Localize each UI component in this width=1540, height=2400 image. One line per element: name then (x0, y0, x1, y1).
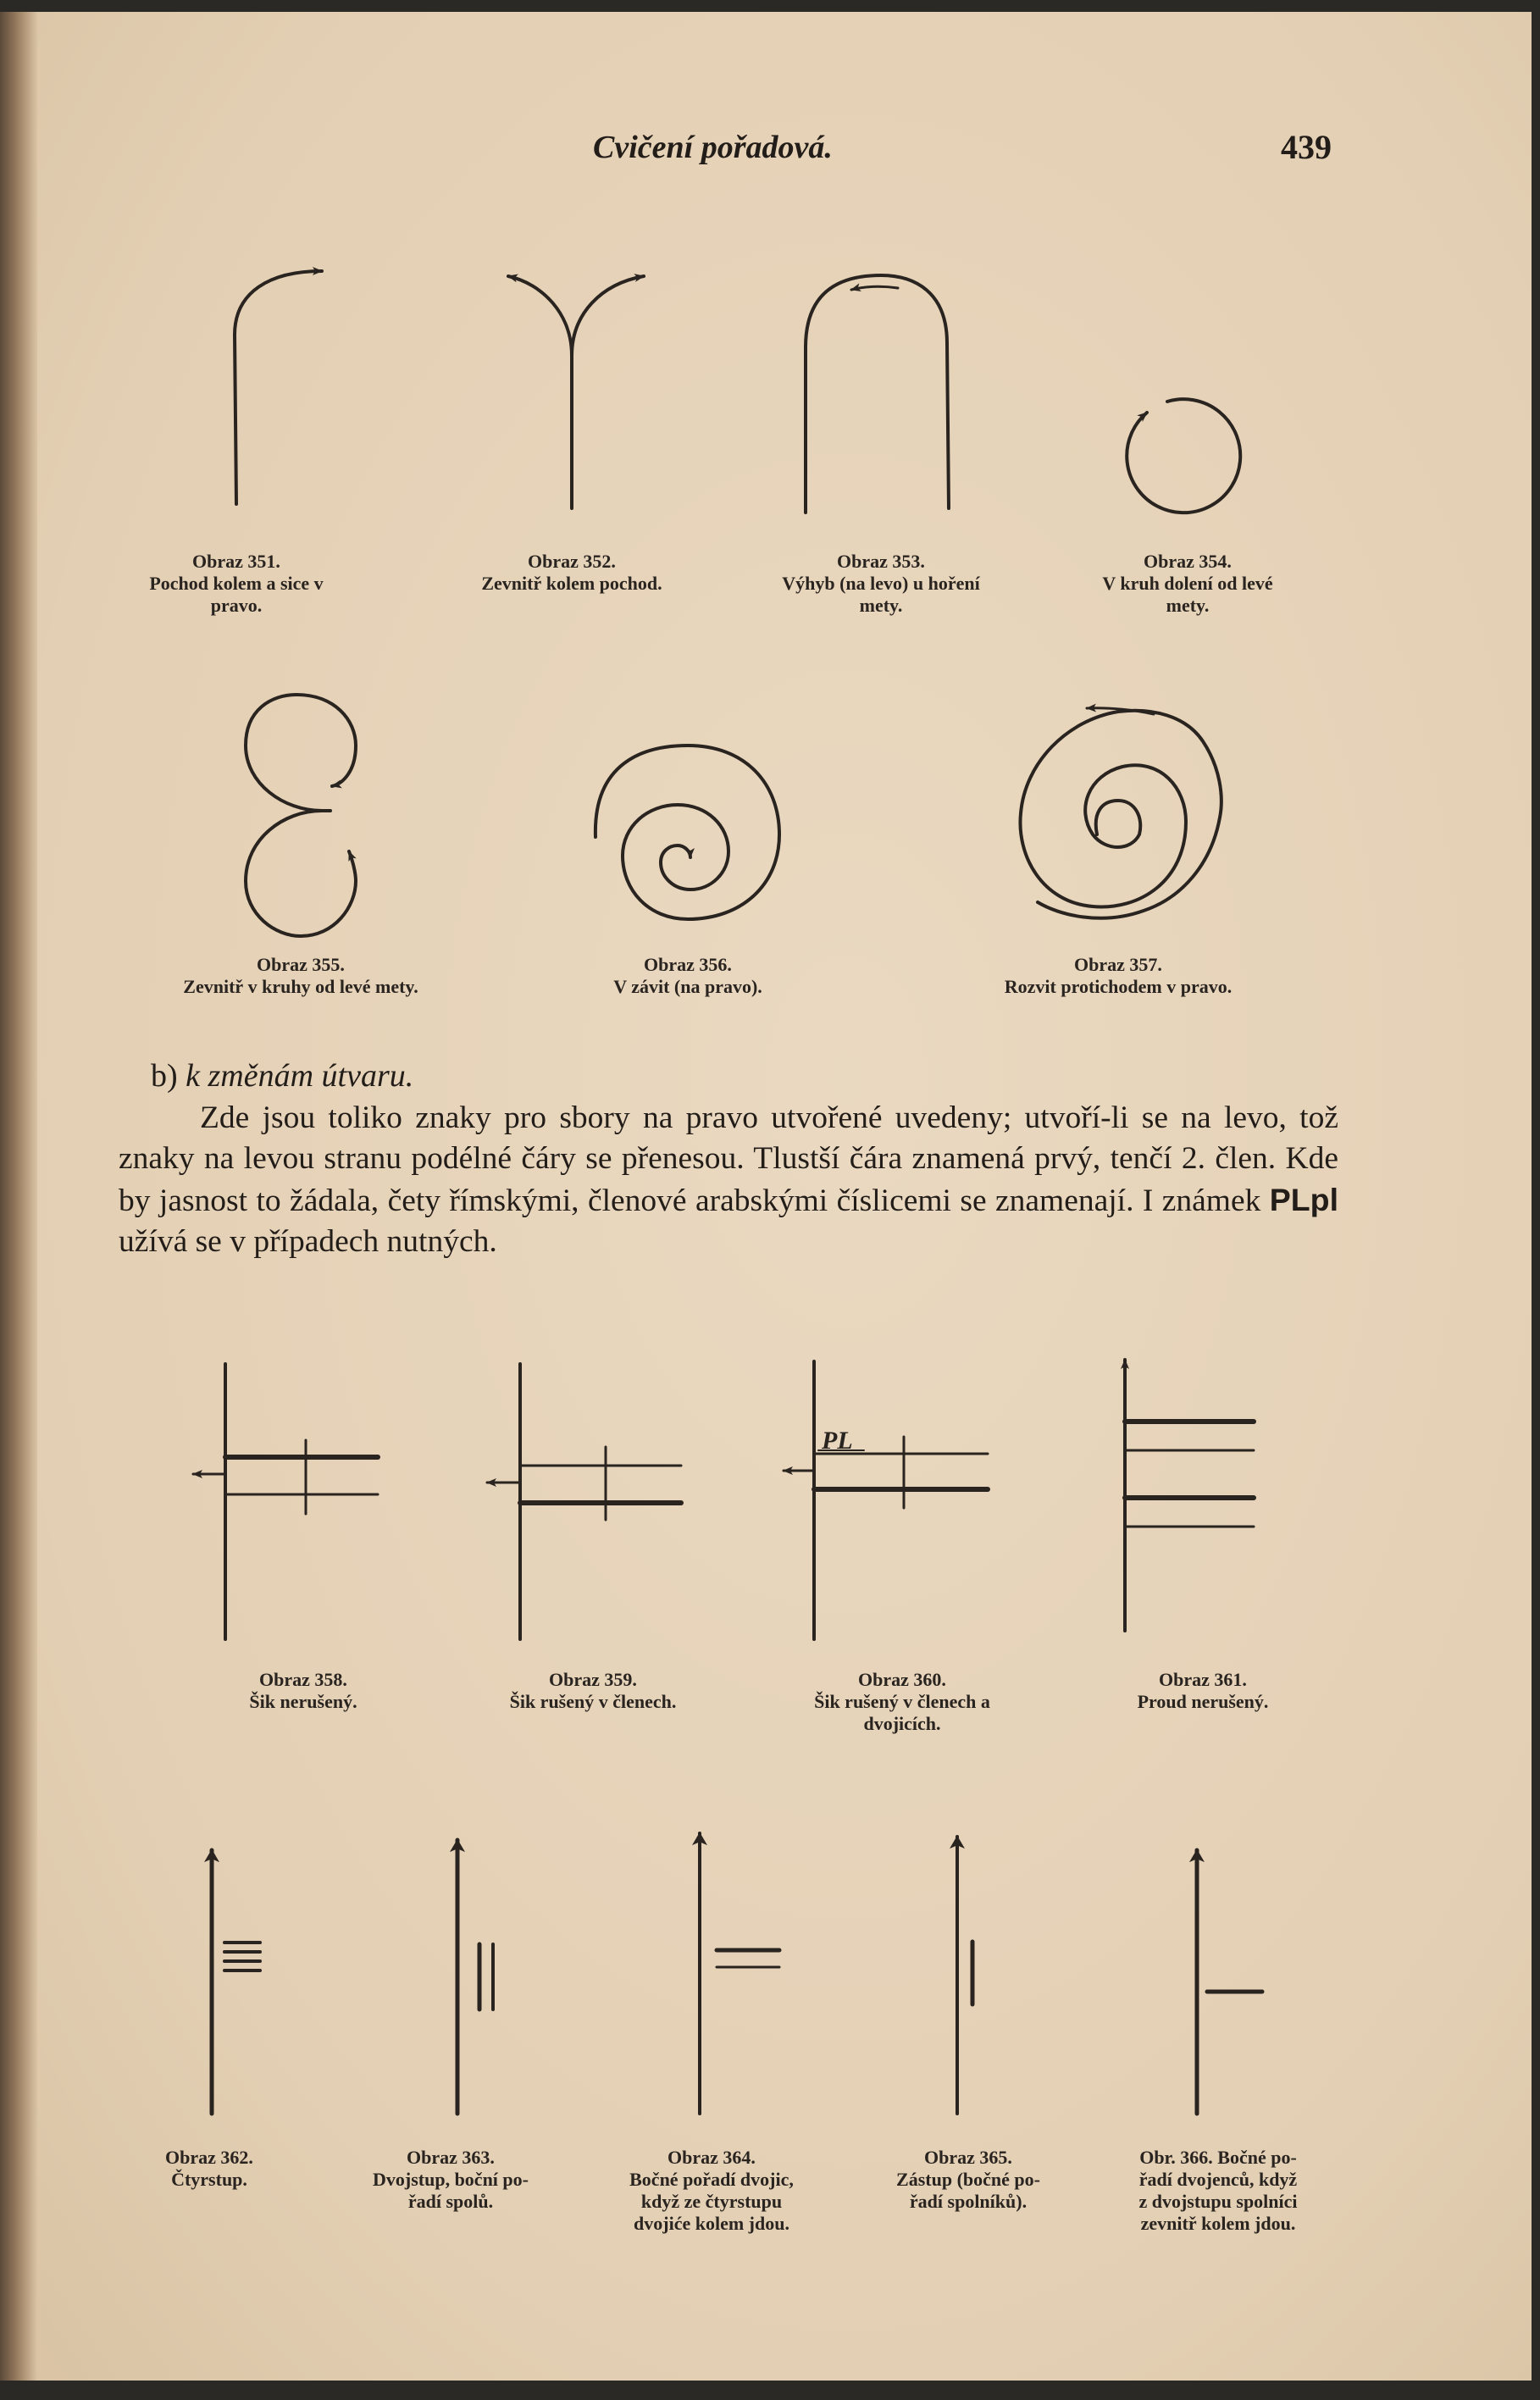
figure-364-label: Obraz 364. (668, 2147, 756, 2168)
page-number: 439 (1281, 128, 1332, 166)
figure-362-caption-line-1: Čtyrstup. (171, 2169, 247, 2190)
figure-351 (149, 271, 323, 616)
figure-353 (782, 275, 980, 616)
body-paragraph (119, 1098, 1338, 1262)
section-title: k změnám útvaru. (186, 1058, 414, 1094)
figure-358-label: Obraz 358. (259, 1669, 347, 1690)
figure-356 (596, 745, 779, 997)
figure-353-label: Obraz 353. (837, 551, 925, 572)
figure-352-caption-line-1: Zevnitř kolem pochod. (481, 573, 662, 594)
figure-364-caption-line-3: dvojiće kolem jdou. (634, 2213, 789, 2234)
figure-363-caption-line-2: řadí spolů. (407, 2191, 494, 2212)
figure-352 (481, 276, 662, 594)
figure-366-caption-line-2: řadí dvojenců, když (1138, 2169, 1298, 2190)
figure-360-pl-symbol: PL (822, 1427, 853, 1455)
figure-355 (183, 695, 418, 997)
figure-366-caption-line-1: Obr. 366. Bočné po- (1139, 2147, 1297, 2168)
figure-360-label: Obraz 360. (858, 1669, 946, 1690)
figure-360-caption-line-2: dvojicích. (863, 1713, 941, 1734)
figure-354 (1102, 399, 1273, 616)
section-letter: b) (151, 1058, 178, 1094)
figure-362-label: Obraz 362. (165, 2147, 253, 2168)
figure-351-caption-line-1: Pochod kolem a sice v (149, 573, 324, 594)
figure-358 (193, 1364, 378, 1712)
figure-363-caption-line-1: Dvojstup, boční po- (373, 2169, 529, 2190)
figure-351-label: Obraz 351. (192, 551, 280, 572)
figure-355-caption-line-1: Zevnitř v kruhy od levé mety. (183, 976, 418, 997)
figure-356-label: Obraz 356. (644, 954, 732, 975)
figure-354-label: Obraz 354. (1144, 551, 1232, 572)
running-header: Cvičení pořadová. (593, 130, 833, 165)
figure-363 (373, 1840, 529, 2212)
figure-353-caption-line-1: Výhyb (na levo) u hoření (782, 573, 980, 594)
figure-360-caption-line-1: Šik rušený v členech a (814, 1691, 990, 1712)
figure-357-label: Obraz 357. (1074, 954, 1162, 975)
figure-359-label: Obraz 359. (549, 1669, 637, 1690)
figure-360 (784, 1361, 990, 1734)
figure-364-caption-line-1: Bočné pořadí dvojic, (629, 2169, 794, 2190)
figure-351-caption-line-2: pravo. (210, 595, 263, 616)
figure-354-caption-line-2: mety. (1166, 595, 1210, 616)
figure-353-caption-line-2: mety. (859, 595, 903, 616)
paragraph-text: Zde jsou toliko znaky pro sbory na pravo utvořené uvedeny; utvoří-li se na levo, tož znaky na levou stranu podélné čáry se přenesou. Tlustší čára znamená prvý, tenčí 2. člen. Kde by jasnost to žádala, čety římskými, členové arabskými číslicemi se znamenají. I známek (119, 1100, 1338, 1218)
figure-357 (1005, 708, 1232, 997)
paragraph-symbol: PLpl (1269, 1182, 1338, 1217)
figure-358-caption-line-1: Šik nerušený. (249, 1691, 357, 1712)
figure-365-label: Obraz 365. (924, 2147, 1012, 2168)
paragraph-text-end: užívá se v případech nutných. (119, 1224, 497, 1259)
figure-362 (165, 1850, 260, 2190)
figure-361-caption-line-1: Proud nerušený. (1137, 1691, 1269, 1712)
figure-365-caption-line-1: Zástup (bočné po- (896, 2169, 1040, 2190)
figure-352-label: Obraz 352. (528, 551, 616, 572)
figure-354-caption-line-1: V kruh dolení od levé (1102, 573, 1273, 594)
figure-365-caption-line-2: řadí spolníků). (909, 2191, 1028, 2212)
figure-356-caption-line-1: V závit (na pravo). (613, 976, 762, 997)
figure-357-caption-line-1: Rozvit protichodem v pravo. (1004, 976, 1233, 997)
figure-355-label: Obraz 355. (257, 954, 345, 975)
figure-359 (487, 1364, 681, 1712)
figure-364 (629, 1833, 794, 2234)
figure-364-caption-line-2: když ze čtyrstupu (640, 2191, 783, 2212)
figure-361-label: Obraz 361. (1159, 1669, 1247, 1690)
figure-363-label: Obraz 363. (407, 2147, 495, 2168)
figure-366-caption-line-3: z dvojstupu spolníci (1138, 2191, 1298, 2212)
figure-361 (1125, 1360, 1268, 1712)
figure-365 (896, 1837, 1040, 2212)
figure-359-caption-line-1: Šik rušený v členech. (509, 1691, 677, 1712)
figure-366 (1138, 1850, 1297, 2234)
figure-366-caption-line-4: zevnitř kolem jdou. (1140, 2213, 1296, 2234)
section-heading (151, 1057, 413, 1095)
